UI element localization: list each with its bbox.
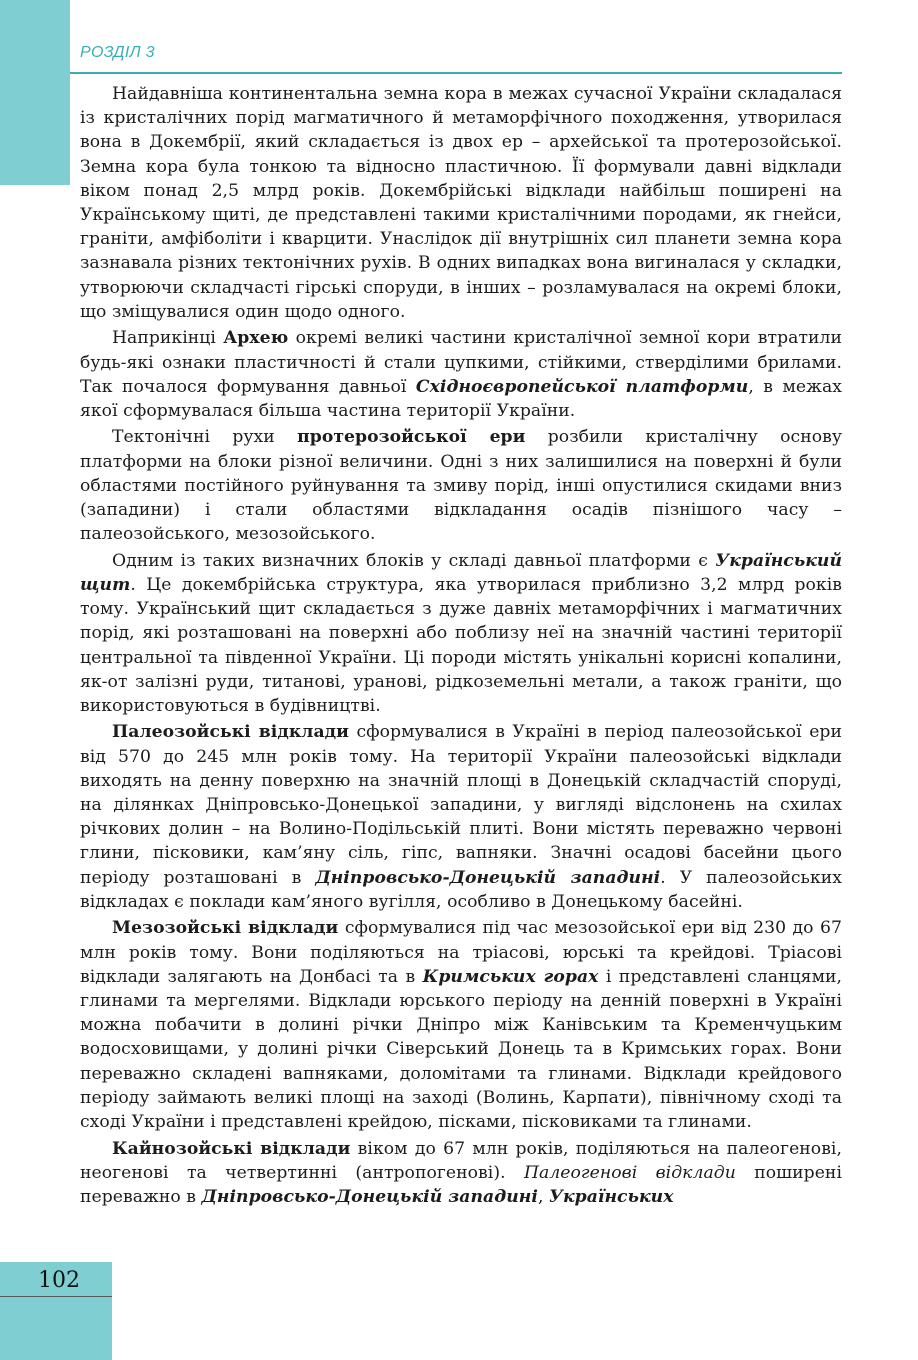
text-run: . Це докембрійська структура, яка утворилася приблизно 3,2 млрд років тому. Український щит складається з дуже давніх метаморфічних і магматичних порід, які розташовані на поверхні або поблизу неї на значній частині території центральної та південної України. Ці породи містять унікальні корисні копалини, як-от залізні руди, титанові, уранові, рідкоземельні метали, а також граніти, що використовуються в будівництві.: [80, 574, 842, 716]
text-run: Тектонічні рухи: [112, 427, 298, 448]
paragraph-proterozoic: [80, 425, 842, 546]
section-header: РОЗДІЛ 3: [80, 44, 155, 61]
text-run: сформувалися під час мезозойської ери від 230 до 67 млн років тому. Вони поділяються на тріасові, юрські та крейдові. Тріасові відклади залягають на Донбасі та в: [80, 918, 842, 987]
text-run: окремі великі частини кристалічної земної кори втратили будь-які ознаки пластичності й стали цупкими, стійкими, стверділими брилами. Так почалося формування давньої: [80, 328, 842, 397]
text-run: і представлені сланцями, глинами та мергелями. Відклади юрського періоду на денній поверхні в Україні можна побачити в долині річки Дніпро між Канівським та Кременчуцьким водосховищами, у долині річки Сіверський Донець та в Кримських горах. Вони переважно складені вапняками, доломітами та глинами. Відклади крейдового періоду займають великі площі на заході (Волинь, Карпати), північному сході та сході України і представлені крейдою, пісками, пісковиками та глинами.: [80, 966, 843, 1133]
term-crimean-mountains: Кримських горах: [422, 966, 599, 987]
paragraph-ukrainian-shield: [80, 549, 842, 718]
text-run: Найдавніша континентальна земна кора в межах сучасної України складалася із кристалічних порід магматичного й метаморфічного походження, утворилася вона в Докембрії, який складається із двох ер – архейської та протерозойської. Земна кора була тонкою та відносно пластичною. Її формували давні відклади віком понад 2,5 млрд років. Докембрійські відклади найбільш поширені на Українському щиті, де представлені такими кристалічними породами, як гнейси, граніти, амфіболіти і кварцити. Унаслідок дії внутрішніх сил планети земна кора зазнавала різних тектонічних рухів. В одних випадках вона вигиналася у складки, утворюючи складчасті гірські споруди, в інших – розламувалася на окремі блоки, що зміщувалися один щодо одного.: [80, 84, 842, 322]
text-run: сформувалися в Україні в період палеозойської ери від 570 до 245 млн років тому. На території України палеозойські відклади виходять на денну поверхню на значній площі в Донецькій складчастій споруді, на ділянках Дніпровсько-Донецької западини, у вигляді відслонень на схилах річкових долин – на Волино-Подільській плиті. Вони містять переважно червоні глини, пісковики, кам’яну сіль, гіпс, вапняки. Значні осадові басейни цього періоду розташовані в: [80, 722, 842, 888]
paragraph-precambrian: [80, 82, 842, 324]
paragraph-mesozoic: [80, 916, 842, 1134]
page-number: 102: [38, 1268, 80, 1293]
text-run: Наприкінці: [112, 328, 224, 349]
term-ukrainian: Українських: [548, 1186, 674, 1207]
main-text: [80, 82, 842, 1211]
footer-rule: [0, 1296, 112, 1297]
paragraph-archean: [80, 326, 842, 423]
term-dnieper-donets-depression: Дніпровсько-Донецькій западині: [315, 867, 661, 888]
text-run: Одним із таких визначних блоків у складі давньої платформи є: [112, 550, 716, 571]
term-paleogene-deposits: Палеогенові відклади: [523, 1162, 736, 1183]
text-run: , в межах якої сформувалася більша частина території України.: [80, 376, 842, 421]
text-run: віком до 67 млн років, поділяються на палеогенові, неогенові та четвертинні (антропогенові).: [80, 1138, 842, 1183]
paragraph-paleozoic: [80, 720, 842, 914]
header-rule: [70, 72, 842, 74]
term-dnieper-donets-depression: Дніпровсько-Донецькій западині: [201, 1186, 538, 1207]
term-ukrainian-shield: Український щит: [80, 550, 842, 595]
term-archean: Архею: [223, 328, 289, 349]
term-mesozoic-deposits: Мезозойські відклади: [112, 918, 339, 939]
term-proterozoic-era: протерозойської ери: [297, 427, 526, 448]
text-run: ,: [537, 1186, 549, 1207]
text-run: . У палеозойських відкладах є поклади кам’яного вугілля, особливо в Донецькому басейні.: [80, 867, 842, 912]
text-run: розбили кристалічну основу платформи на блоки різної величини. Одні з них залишилися на поверхні й були областями постійного руйнування та змиву порід, інші опустилися скидами вниз (западини) і стали областями відкладання осадів пізнішого часу – палеозойського, мезозойського.: [80, 427, 842, 545]
text-run: поширені переважно в: [80, 1162, 842, 1207]
paragraph-cenozoic: [80, 1137, 842, 1210]
section-tab-top: [0, 0, 70, 185]
term-paleozoic-deposits: Палеозойські відклади: [112, 722, 349, 743]
term-cenozoic-deposits: Кайнозойські відклади: [112, 1138, 351, 1159]
term-east-european-platform: Східноєвропейської платформи: [415, 376, 749, 397]
